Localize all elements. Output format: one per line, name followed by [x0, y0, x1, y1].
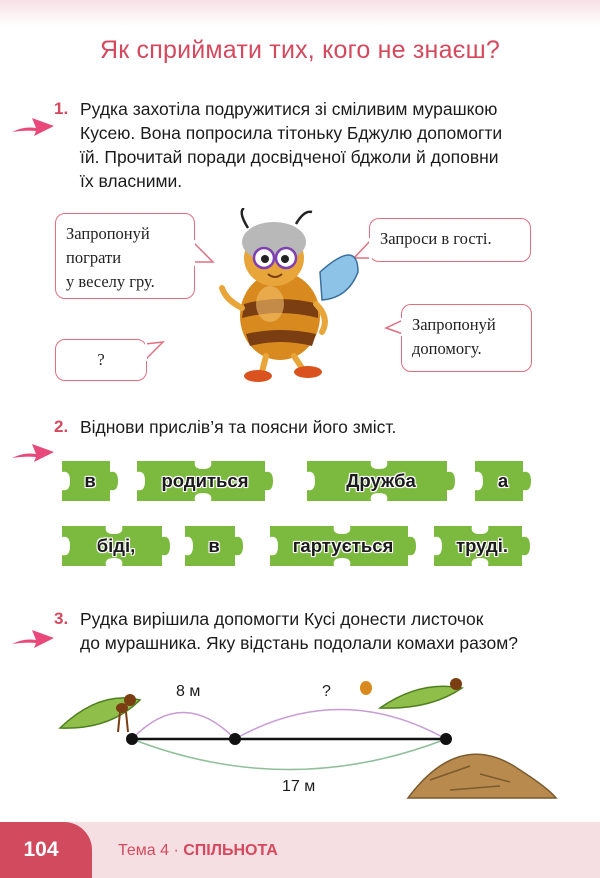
advice-bubble-invite — [369, 218, 531, 262]
puzzle-word: гартується — [292, 535, 394, 556]
second-distance-label: ? — [322, 683, 331, 700]
puzzle-piece[interactable] — [60, 458, 120, 504]
task1-line: Кусею. Вона попросила тітоньку Бджулю допомогти — [80, 123, 503, 143]
question-mark: ? — [97, 350, 105, 369]
start-point — [126, 733, 138, 745]
puzzle-word: біді, — [96, 535, 136, 556]
task1-number: 1. — [54, 99, 69, 118]
task1-line: їй. Прочитай поради досвідченої бджоли й доповни — [80, 147, 499, 167]
task3-line: Рудка вирішила допомогти Кусі донести листочок — [80, 609, 484, 629]
puzzle-piece[interactable] — [305, 458, 457, 504]
leaf-icon — [380, 686, 462, 708]
advice-bubble-empty — [55, 339, 147, 381]
task3-number: 3. — [54, 609, 69, 628]
anthill-icon — [408, 754, 556, 798]
puzzle-piece[interactable] — [183, 523, 245, 569]
task2-text: Віднови прислів’я та поясни його зміст. — [80, 417, 397, 437]
total-distance-label: 17 м — [282, 778, 316, 795]
puzzle-piece[interactable] — [473, 458, 533, 504]
bubble-line: Запропонуй — [66, 224, 150, 243]
middle-point — [229, 733, 241, 745]
puzzle-piece[interactable] — [135, 458, 275, 504]
theme-name: СПІЛЬНОТА — [183, 842, 278, 859]
bubble-line: допомогу. — [412, 339, 482, 358]
footer-theme — [118, 842, 278, 860]
total-arc — [132, 739, 446, 770]
bubble-line: Запроси в гості. — [380, 229, 492, 248]
task1-line: Рудка захотіла подружитися зі сміливим мурашкою — [80, 99, 498, 119]
puzzle-word: а — [497, 470, 509, 491]
puzzle-piece[interactable] — [432, 523, 532, 569]
task2-number: 2. — [54, 417, 69, 436]
second-segment-arc — [235, 710, 446, 740]
puzzle-word: Дружба — [346, 470, 416, 491]
bubble-tail-icon — [145, 340, 165, 364]
first-distance-label: 8 м — [176, 683, 201, 700]
bee-illustration-icon — [218, 208, 363, 386]
task3-line: до мурашника. Яку відстань подолали комахи разом? — [80, 633, 518, 653]
page-title: Як сприймати тих, кого не знаєш? — [99, 36, 500, 64]
bubble-tail-icon — [384, 318, 404, 338]
puzzle-piece[interactable] — [60, 523, 172, 569]
advice-bubble-play — [55, 213, 195, 299]
end-point — [440, 733, 452, 745]
bubble-line: пограти — [66, 248, 122, 267]
puzzle-word: родиться — [161, 470, 249, 491]
bubble-line: у веселу гру. — [66, 272, 155, 291]
ant-icon — [360, 681, 372, 695]
task3-text — [80, 607, 518, 655]
puzzle-piece[interactable] — [268, 523, 418, 569]
theme-prefix: Тема 4 · — [118, 842, 184, 859]
puzzle-word: в — [208, 535, 220, 556]
bubble-tail-icon — [193, 240, 215, 266]
puzzle-word: труді. — [456, 535, 508, 556]
pink-arrow-icon — [10, 624, 56, 650]
first-segment-arc — [132, 713, 235, 740]
top-band — [0, 0, 600, 26]
advice-bubble-help — [401, 304, 532, 372]
pink-arrow-icon — [10, 112, 56, 138]
task1-line: їх власними. — [80, 171, 183, 191]
page-number: 104 — [23, 838, 59, 861]
bubble-line: Запропонуй — [412, 315, 496, 334]
task1-text — [80, 97, 502, 193]
puzzle-word: в — [84, 470, 96, 491]
pink-arrow-icon — [10, 438, 56, 464]
